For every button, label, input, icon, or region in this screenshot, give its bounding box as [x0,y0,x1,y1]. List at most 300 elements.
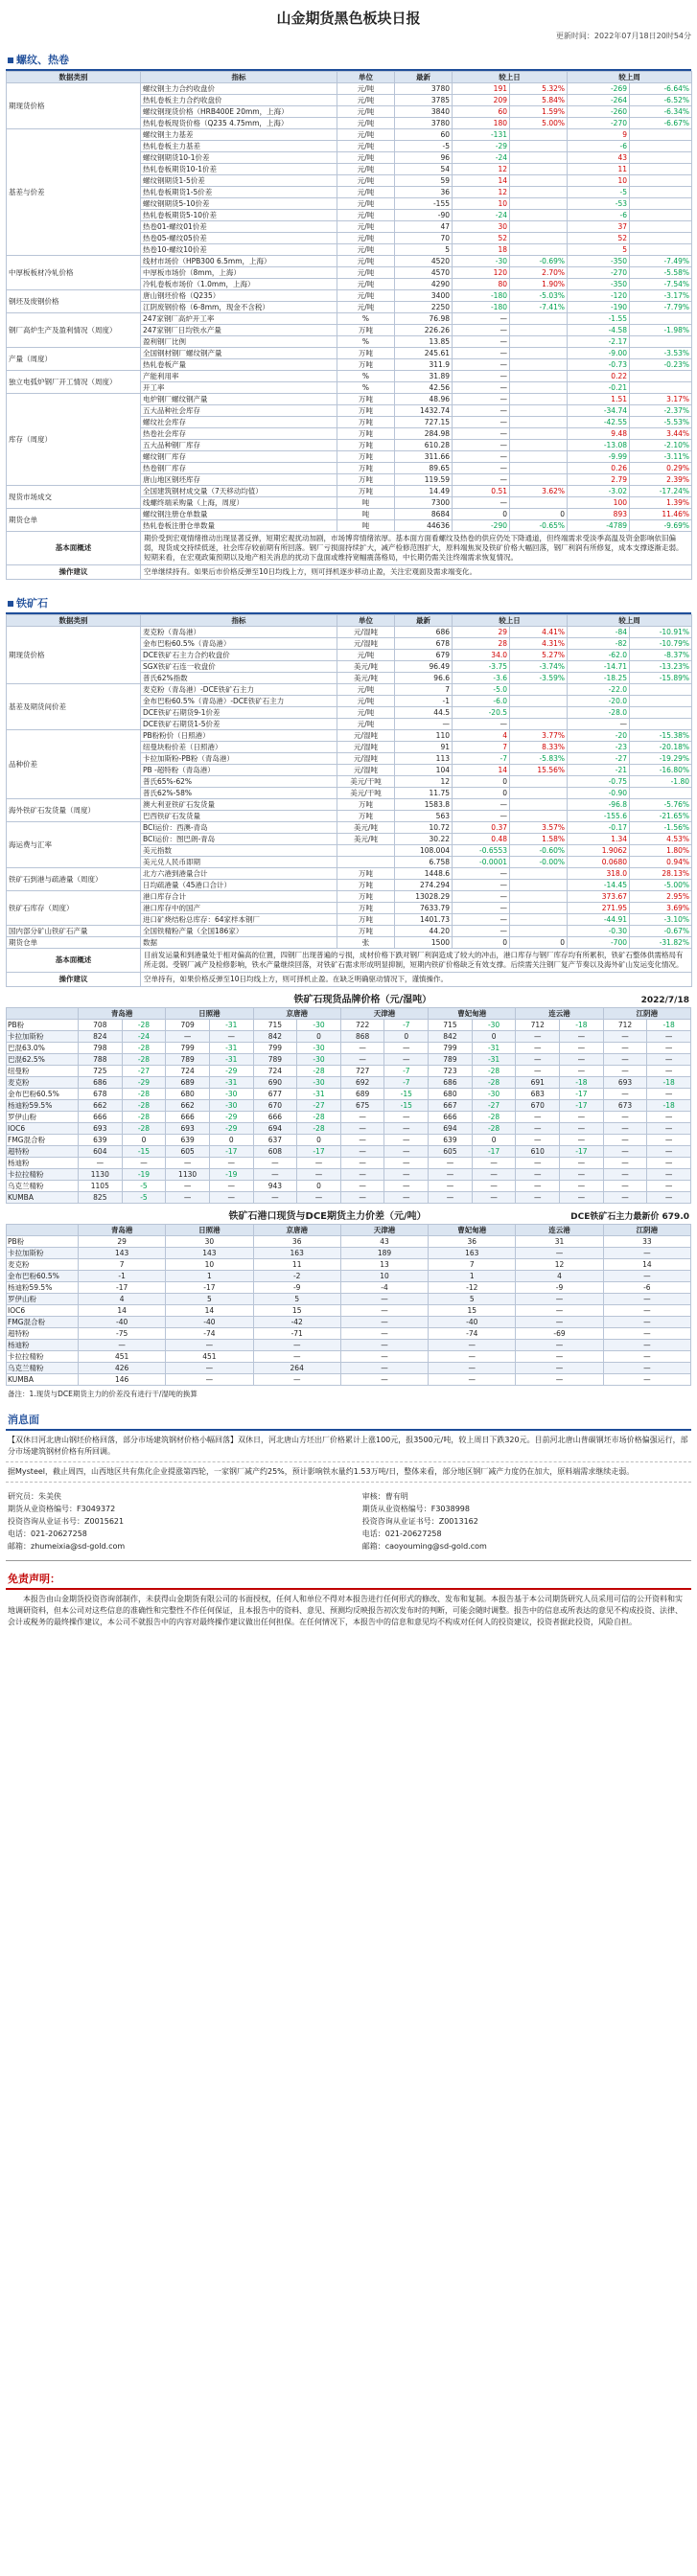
day-change: 1.58% [510,834,568,845]
basis-cell: -4 [340,1282,428,1294]
unit-cell: 万吨 [337,486,395,497]
week-change: 0.0680 [568,857,630,868]
week-change: -1.80 [630,776,692,788]
unit-cell: 元/吨 [337,95,395,106]
table-row [7,129,692,141]
change-cell: — [297,1192,341,1204]
unit-cell: 万吨 [337,868,395,880]
price-cell: — [603,1066,647,1077]
news-section-title: 消息面 [6,1406,691,1431]
day-change: 180 [453,118,510,129]
day-change [510,811,568,822]
unit-cell: 万吨 [337,405,395,417]
basis-cell: — [516,1340,603,1351]
day-change [510,417,568,428]
steel-section-title: 螺纹、热卷 [6,46,691,71]
unit-cell: 万吨 [337,359,395,371]
unit-cell: 吨 [337,509,395,520]
category-cell: 基差与价差 [7,129,141,256]
indicator-name: 热卷社会库存 [141,428,337,440]
unit-cell: 美元/干吨 [337,788,395,799]
news-item: 【双休日河北唐山钢坯价格回落，部分市场建筑钢材价格小幅回落】双休日，河北唐山方坯出厂价格累计上涨100元，报3500元/吨，较上周日下跌320元。目前河北唐山普碳钢坯市场价格偏强运行，部分市场建筑钢材价格有所回调。 [6,1431,691,1462]
basis-cell: -2 [253,1271,340,1282]
change-cell: — [297,1169,341,1181]
week-change [630,152,692,164]
unit-cell: 元/湿吨 [337,765,395,776]
week-change [630,198,692,210]
week-change: -8.37% [630,650,692,661]
change-cell: — [297,1158,341,1169]
week-change: 28.13% [630,868,692,880]
latest-value: 119.59 [395,474,453,486]
week-change: -5.58% [630,267,692,279]
price-cell: 709 [166,1020,210,1031]
indicator-name: 金布巴粉60.5%（青岛港） [141,638,337,650]
week-change: -21 [568,765,630,776]
week-change: -269 [568,83,630,95]
price-cell: 712 [603,1020,647,1031]
week-change: -4789 [568,520,630,532]
week-change: 2.79 [568,474,630,486]
change-cell: — [647,1181,691,1192]
week-change [630,336,692,348]
indicator-name: 港口库存中的国产 [141,903,337,914]
latest-value: 59 [395,175,453,187]
indicator-name: 线材市场价（HPB300 6.5mm，上海） [141,256,337,267]
latest-value: -90 [395,210,453,221]
day-change: 0 [453,509,510,520]
week-change: -31.82% [630,937,692,949]
change-cell: -30 [297,1054,341,1066]
basis-cell: — [166,1363,253,1374]
week-change: -10.79% [630,638,692,650]
latest-value: 13.85 [395,336,453,348]
day-change: — [453,474,510,486]
latest-value: — [395,719,453,730]
basis-cell: -40 [429,1317,516,1328]
change-cell: -31 [472,1043,516,1054]
table-row [7,1100,691,1112]
brand-name: 杨迪粉59.5% [7,1100,79,1112]
week-change: -2.17 [568,336,630,348]
change-cell: -7 [384,1020,429,1031]
week-change: -2.10% [630,440,692,451]
day-change: -7 [453,753,510,765]
price-cell: — [340,1123,384,1135]
price-cell: 789 [253,1054,297,1066]
basis-cell: -74 [429,1328,516,1340]
change-cell: -24 [122,1031,166,1043]
change-cell: -30 [297,1020,341,1031]
day-change [510,428,568,440]
day-change: -5.03% [510,290,568,302]
indicator-name: 美元兑人民币即期 [141,857,337,868]
week-change: -9.99 [568,451,630,463]
change-cell: — [647,1054,691,1066]
table-row [7,891,692,903]
week-change: -0.17 [568,822,630,834]
price-cell: — [166,1181,210,1192]
latest-value: 245.61 [395,348,453,359]
change-cell: -28 [297,1123,341,1135]
change-cell: -17 [560,1089,604,1100]
week-change: -20.18% [630,742,692,753]
basis-cell: — [429,1351,516,1363]
basis-cell: — [340,1294,428,1305]
price-cell: — [603,1135,647,1146]
price-cell: — [340,1135,384,1146]
unit-cell [337,845,395,857]
unit-cell: 元/吨 [337,684,395,696]
unit-cell: 元/湿吨 [337,753,395,765]
basis-table-title: 铁矿石港口现货与DCE期货主力价差（元/吨） [228,1211,427,1222]
latest-value: 12 [395,776,453,788]
change-cell: -28 [472,1123,516,1135]
day-change: -3.6 [453,673,510,684]
price-cell: 799 [253,1043,297,1054]
indicator-name: 电炉钢厂螺纹钢产量 [141,394,337,405]
indicator-name: 热卷10-螺纹10价差 [141,244,337,256]
week-change: 11 [568,164,630,175]
brand-name: 金布巴粉60.5% [7,1271,79,1282]
change-cell: -30 [297,1077,341,1089]
day-change: — [453,394,510,405]
unit-cell: 美元/吨 [337,822,395,834]
change-cell: — [647,1192,691,1204]
dce-price-value: 679.0 [662,1212,689,1222]
change-cell: — [560,1043,604,1054]
blank-header [7,1008,79,1020]
day-change: 0.51 [453,486,510,497]
week-change [630,187,692,198]
day-change: 4.31% [510,638,568,650]
day-change: — [453,359,510,371]
table-row [7,1294,691,1305]
port-header: 江阴港 [603,1008,690,1020]
brand-name: 卡拉拉精粉 [7,1169,79,1181]
change-cell: -31 [209,1043,253,1054]
week-change: -27 [568,753,630,765]
day-change: 12 [453,187,510,198]
week-change: -260 [568,106,630,118]
week-change: -14.45 [568,880,630,891]
table-row [7,1305,691,1317]
price-cell: 712 [516,1020,560,1031]
unit-cell: 元/吨 [337,106,395,118]
day-change [510,221,568,233]
week-change: 0.94% [630,857,692,868]
unit-cell: 元/吨 [337,198,395,210]
latest-value: 36 [395,187,453,198]
day-change: 5.32% [510,83,568,95]
change-cell: — [384,1123,429,1135]
price-cell: 708 [79,1020,123,1031]
price-cell: 693 [603,1077,647,1089]
change-cell: -29 [209,1066,253,1077]
week-change: -5.53% [630,417,692,428]
unit-cell: 万吨 [337,926,395,937]
week-change: -22.0 [568,684,630,696]
indicator-name: 美元指数 [141,845,337,857]
day-change: 14 [453,175,510,187]
basis-cell: — [340,1340,428,1351]
unit-cell: 元/吨 [337,210,395,221]
unit-cell: % [337,336,395,348]
day-change: — [453,428,510,440]
week-change: -84 [568,627,630,638]
basis-table [6,1224,691,1386]
basis-cell: 15 [253,1305,340,1317]
contact-line: 期货从业资格编号：F3049372 [8,1505,116,1513]
latest-value: 48.96 [395,394,453,405]
day-change: 0 [510,509,568,520]
price-cell: 799 [429,1043,473,1054]
basis-cell: 11 [253,1259,340,1271]
price-cell: 608 [253,1146,297,1158]
latest-value: 8684 [395,509,453,520]
week-change: -1.56% [630,822,692,834]
day-change: -20.5 [453,707,510,719]
latest-value: 4290 [395,279,453,290]
latest-value: 4520 [395,256,453,267]
change-cell: — [384,1169,429,1181]
indicator-name: 普氏65%-62% [141,776,337,788]
change-cell: — [472,1192,516,1204]
port-header: 曹妃甸港 [429,1225,516,1236]
week-change: -5.00% [630,880,692,891]
week-change: -28.0 [568,707,630,719]
unit-cell: 元/湿吨 [337,742,395,753]
day-change [510,152,568,164]
basis-cell: — [253,1374,340,1386]
unit-cell: 元/吨 [337,290,395,302]
category-cell: 海运费与汇率 [7,822,141,868]
indicator-name: 卡拉加斯粉-PB粉（青岛港） [141,753,337,765]
category-cell: 期现货价格 [7,627,141,684]
day-change [510,348,568,359]
report-page [6,0,691,1632]
change-cell: -28 [122,1112,166,1123]
price-cell: 666 [429,1112,473,1123]
news-item: 据Mysteel，截止周四，山西地区共有焦化企业提涨第四轮，一家钢厂减产约25%，预计影响铁水量约1.53万吨/日，整体来看，部分地区钢厂减产力度仍在加大，原料端需求继续走弱。 [6,1462,691,1483]
day-change [510,799,568,811]
change-cell: -31 [472,1054,516,1066]
unit-cell: 万吨 [337,474,395,486]
price-cell: — [603,1089,647,1100]
week-change: -6 [568,141,630,152]
summary-text: 期价受到宏观情绪推动出现显著反弹，短期宏观扰动加剧，市场博弈情绪浓厚。基本面方面看螺纹及热卷的供应仍处下降通道，但终端需求受淡季高温及资金影响依旧偏弱，现货成交持续低迷，社会库存较前期有所回落。钢厂亏损面持续扩大，减产检修范围扩大，原料端焦炭及铁矿价格大幅回落，钢厂利润有所修复，成本支撑逐渐走弱。短期来看，在宏观政策预期以及地产相关消息的扰动下盘面或维持宽幅震荡格局，中长期仍需关注终端需求恢复情况。 [141,532,692,565]
basis-cell: — [603,1271,690,1282]
day-change [510,914,568,926]
basis-cell: — [603,1374,690,1386]
table-row [7,1123,691,1135]
price-cell: 1105 [79,1181,123,1192]
unit-cell: 万吨 [337,799,395,811]
indicator-name: 巴西铁矿石发货量 [141,811,337,822]
indicator-name: DCE铁矿石主力合约收盘价 [141,650,337,661]
latest-value: 311.9 [395,359,453,371]
brand-name: 巴混62.5% [7,1054,79,1066]
contact-line: 邮箱：caoyouming@sd-gold.com [361,1542,487,1551]
change-cell: -31 [209,1020,253,1031]
week-change: — [568,719,630,730]
change-cell: -31 [297,1089,341,1100]
day-change: — [453,405,510,417]
indicator-name: 热轧卷板期货1-5价差 [141,187,337,198]
day-change: -3.59% [510,673,568,684]
basis-table-header-row [7,1225,691,1236]
price-cell: — [429,1169,473,1181]
basis-cell: 5 [429,1294,516,1305]
basis-cell: — [516,1317,603,1328]
category-cell: 期现货价格 [7,83,141,129]
latest-value: 30.22 [395,834,453,845]
day-change: — [453,325,510,336]
port-header: 青岛港 [79,1225,166,1236]
day-change: -180 [453,302,510,313]
price-cell: — [516,1054,560,1066]
change-cell: — [560,1192,604,1204]
steel-summary-row [7,532,692,565]
unit-cell: 元/吨 [337,221,395,233]
indicator-name: 螺纹钢期货5-10价差 [141,198,337,210]
basis-cell: -74 [166,1328,253,1340]
day-change: 10 [453,198,510,210]
week-change: -5.76% [630,799,692,811]
brand-name: KUMBA [7,1374,79,1386]
day-change: 209 [453,95,510,106]
change-cell: — [647,1146,691,1158]
basis-cell: 4 [516,1271,603,1282]
price-cell: — [79,1158,123,1169]
week-change: -7.54% [630,279,692,290]
table-row [7,684,692,696]
price-cell: — [603,1146,647,1158]
week-change [630,221,692,233]
table-row [7,1043,691,1054]
indicator-name: 螺纹钢注册仓单数量 [141,509,337,520]
day-change: -5.83% [510,753,568,765]
price-cell: 727 [340,1066,384,1077]
week-change: 100 [568,497,630,509]
unit-cell: 元/吨 [337,141,395,152]
day-change: 1.90% [510,279,568,290]
week-change: 11.46% [630,509,692,520]
change-cell: — [647,1158,691,1169]
brand-name: 超特粉 [7,1328,79,1340]
table-row [7,1054,691,1066]
week-change: -350 [568,256,630,267]
category-cell: 期货仓单 [7,937,141,949]
unit-cell: 美元/吨 [337,673,395,684]
price-cell: — [340,1043,384,1054]
table-row [7,371,692,382]
change-cell: — [472,1158,516,1169]
change-cell: -17 [209,1146,253,1158]
page-title: 山金期货黑色板块日报 [276,10,421,27]
brand-name: 麦克粉 [7,1259,79,1271]
change-cell: -30 [297,1043,341,1054]
col-header-category: 数据类别 [7,72,141,83]
week-change: 1.51 [568,394,630,405]
change-cell: — [647,1031,691,1043]
price-cell: 825 [79,1192,123,1204]
basis-cell: -12 [429,1282,516,1294]
unit-cell: 元/吨 [337,256,395,267]
indicator-name: PB粉粉价（日照港） [141,730,337,742]
change-cell: -28 [122,1089,166,1100]
unit-cell: 元/湿吨 [337,638,395,650]
basis-cell: 30 [166,1236,253,1248]
day-change: 4.41% [510,627,568,638]
port-header: 日照港 [166,1225,253,1236]
price-cell: — [516,1181,560,1192]
basis-cell: 146 [79,1374,166,1386]
change-cell: -18 [647,1100,691,1112]
basis-cell: — [603,1340,690,1351]
change-cell: — [384,1192,429,1204]
week-change: 3.44% [630,428,692,440]
unit-cell: 万吨 [337,891,395,903]
indicator-name: 普氏62%-58% [141,788,337,799]
price-cell: 680 [166,1089,210,1100]
day-change: — [453,336,510,348]
price-cell: 677 [253,1089,297,1100]
day-change [510,359,568,371]
week-change [630,707,692,719]
iron-summary-row [7,949,692,973]
day-change: 12 [453,164,510,175]
price-cell: 689 [340,1089,384,1100]
indicator-name: 线螺终端采购量（上海，周度） [141,497,337,509]
basis-cell: — [340,1374,428,1386]
unit-cell: 元/吨 [337,152,395,164]
table-row [7,1317,691,1328]
day-change [510,164,568,175]
day-change: -29 [453,141,510,152]
change-cell: -28 [122,1123,166,1135]
day-change: -0.65% [510,520,568,532]
unit-cell: 元/吨 [337,233,395,244]
day-change: — [453,926,510,937]
day-change: -0.69% [510,256,568,267]
price-cell: — [603,1031,647,1043]
day-change: 7 [453,742,510,753]
latest-value: 54 [395,164,453,175]
brand-name: 卡拉加斯粉 [7,1031,79,1043]
port-header: 青岛港 [79,1008,166,1020]
week-change [630,382,692,394]
price-cell: — [166,1158,210,1169]
latest-value: 1448.6 [395,868,453,880]
basis-cell: 143 [79,1248,166,1259]
change-cell: — [647,1043,691,1054]
price-cell: 824 [79,1031,123,1043]
latest-value: 44.5 [395,707,453,719]
unit-cell: 万吨 [337,451,395,463]
week-change: -3.11% [630,451,692,463]
indicator-name: 中厚板市场价（8mm，上海） [141,267,337,279]
day-change: 0.48 [453,834,510,845]
table-row [7,83,692,95]
table-row [7,1089,691,1100]
change-cell: — [472,1169,516,1181]
port-header: 江阴港 [603,1225,690,1236]
unit-cell: 元/吨 [337,164,395,175]
price-cell: — [429,1158,473,1169]
day-change [510,210,568,221]
day-change: 15.56% [510,765,568,776]
